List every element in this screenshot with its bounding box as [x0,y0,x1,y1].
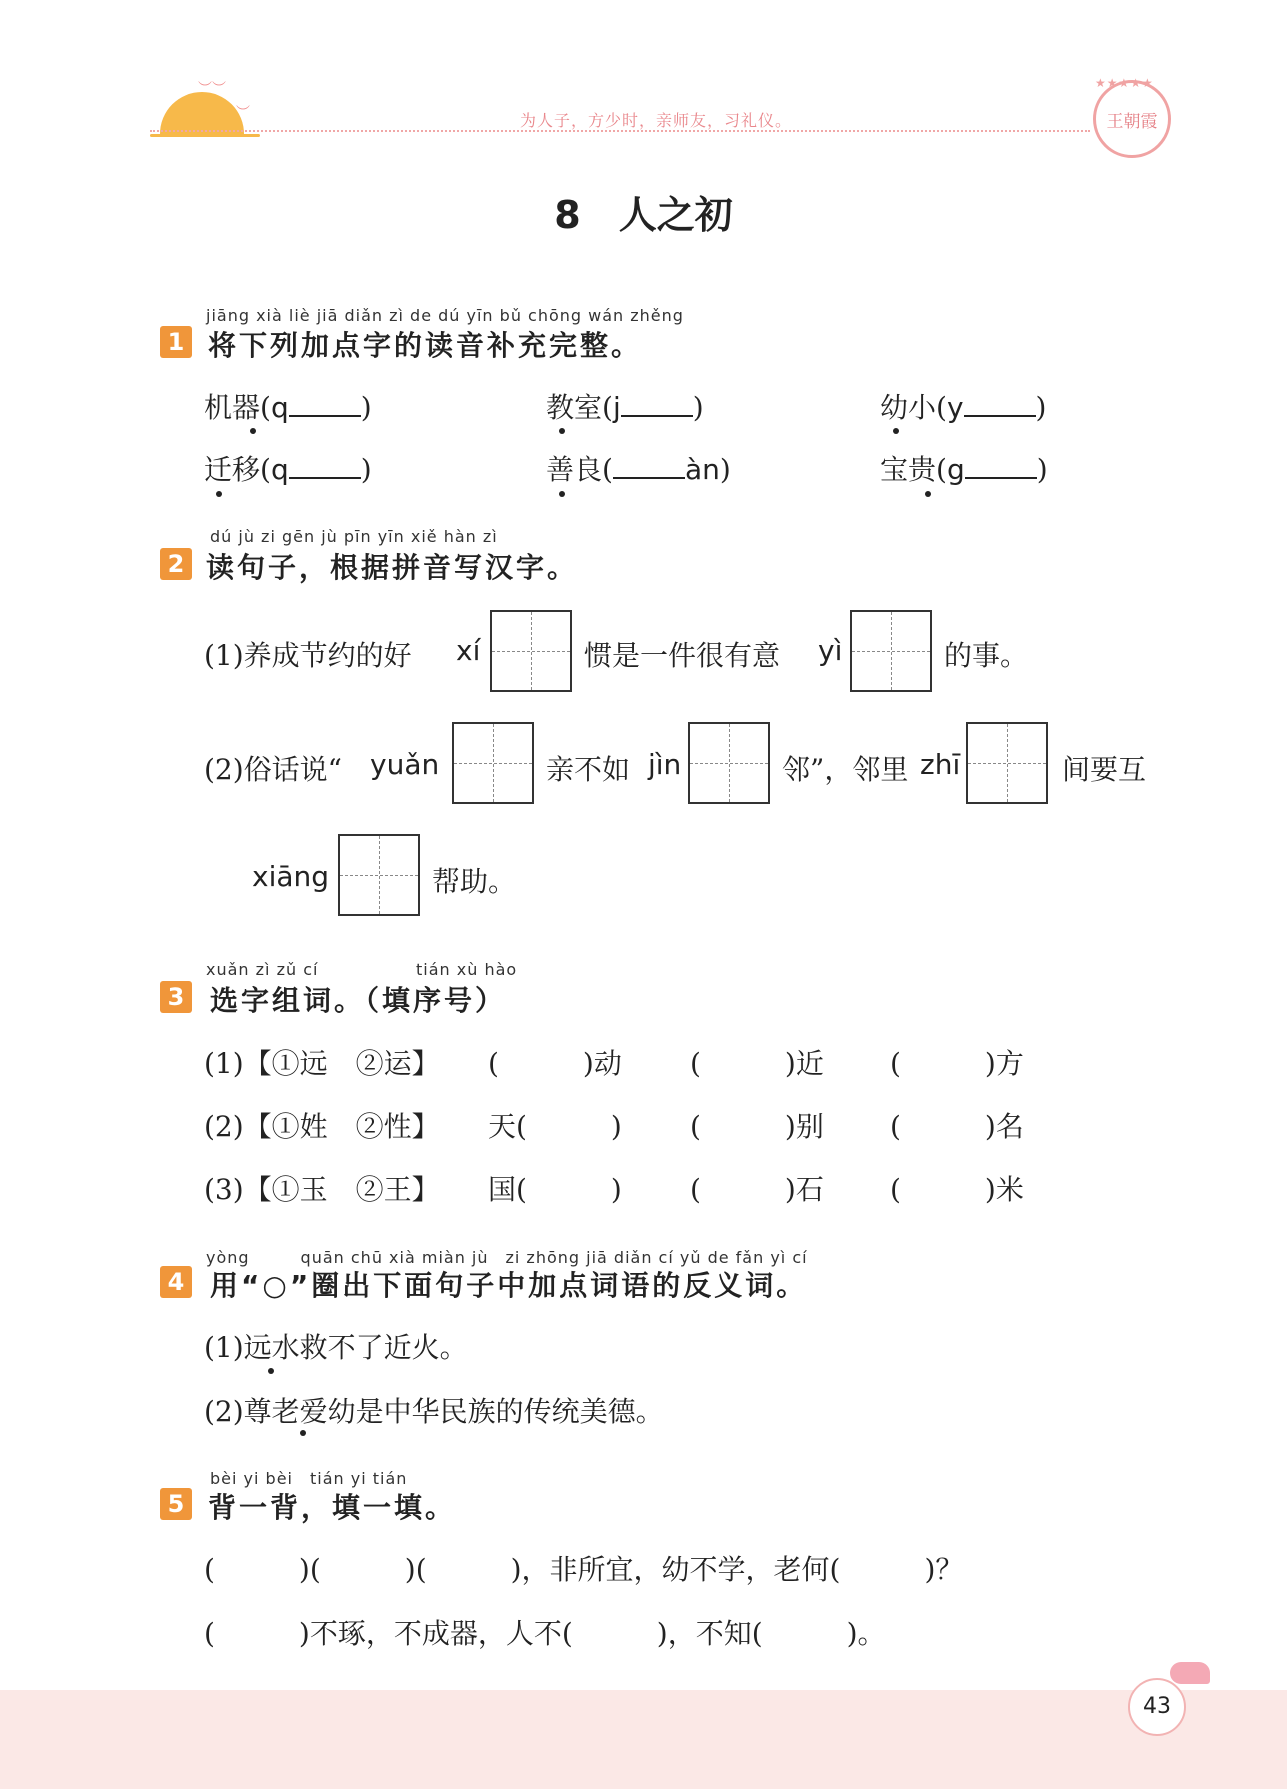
answer-blank[interactable] [964,411,1036,417]
emphasis-dot [250,428,256,434]
q3-pinyin: xuǎn zì zǔ cí [206,960,319,979]
emphasis-dot [559,428,565,434]
q2-s1-a: (1)养成节约的好 [204,639,412,672]
q3-row-label: (3)【①玉 ②王】 [204,1173,440,1206]
q2-s2-c: 邻”，邻里 [782,753,909,786]
q3-cell[interactable]: ( )名 [890,1110,1024,1143]
q1-item: 机器(q ) [204,391,372,424]
q1-instruction: 将下列加点字的读音补充完整。 [208,329,643,362]
q2-s1-pinyin2: yì [818,634,843,667]
q3-cell[interactable]: 天( ) [488,1110,622,1143]
pinyin-initial: g [946,453,965,486]
pinyin-initial: q [270,391,289,424]
emphasis-dot [268,1368,274,1374]
header-motto: 为人子，方少时，亲师友，习礼仪。 [520,111,793,130]
word: 迁移 [204,453,261,486]
tianzige-box[interactable] [850,610,932,692]
q2-badge: 2 [160,548,192,580]
answer-blank[interactable] [621,411,693,417]
q5-line-2[interactable]: ( )不琢，不成器，人不( )，不知( )。 [204,1617,886,1650]
pinyin-final: àn [684,453,720,486]
q1-item: 迁移(q ) [204,453,372,486]
q2-pinyin: dú jù zi gēn jù pīn yīn xiě hàn zì [210,527,498,546]
word: 宝贵 [880,453,937,486]
emphasis-dot [216,491,222,497]
sun-decoration [160,92,244,134]
tianzige-box[interactable] [452,722,534,804]
q3-instruction: 选字组词。（填序号） [210,984,507,1017]
q4-pinyin: yòng quān chū xià miàn jù zi zhōng jiā diǎn cí yǔ de fǎn yì cí [206,1248,808,1267]
tianzige-box[interactable] [966,722,1048,804]
page-number: 43 [1128,1678,1186,1736]
q3-cell[interactable]: ( )动 [488,1047,622,1080]
q1-badge: 1 [160,326,192,358]
q2-s2-a: (2)俗话说“ [204,753,342,786]
q2-s1-b: 惯是一件很有意 [584,639,781,672]
q4-instruction: 用“○”圈出下面句子中加点词语的反义词。 [210,1269,808,1302]
q1-pinyin: jiāng xià liè jiā diǎn zì de dú yīn bǔ chōng wán zhěng [206,306,684,325]
q3-badge: 3 [160,981,192,1013]
q2-s1-pinyin1: xí [456,634,481,667]
q2-s3-pinyin1: xiāng [252,860,330,893]
word: 幼小 [880,391,937,424]
q3-cell[interactable]: ( )方 [890,1047,1024,1080]
tianzige-box[interactable] [338,834,420,916]
q4-sentence-2: (2)尊老爱幼是中华民族的传统美德。 [204,1395,664,1428]
q1-item: 宝贵(g ) [880,453,1048,486]
answer-blank[interactable] [613,473,685,479]
answer-blank[interactable] [289,473,361,479]
q3-cell[interactable]: ( )近 [690,1047,824,1080]
q3-cell[interactable]: 国( ) [488,1173,622,1206]
q2-s3-a: 帮助。 [432,865,517,898]
word: 善良 [546,453,603,486]
q4-badge: 4 [160,1266,192,1298]
q3-pinyin: tián xù hào [416,960,518,979]
q2-instruction: 读句子，根据拼音写汉字。 [206,551,579,584]
q5-line-1[interactable]: ( )( )( )，非所宜，幼不学，老何( )？ [204,1553,964,1586]
answer-blank[interactable] [289,411,361,417]
q2-s2-pinyin2: jìn [648,748,682,781]
q2-s2-pinyin1: yuǎn [370,748,440,781]
horizon-line [150,134,260,137]
q1-item: 幼小(y ) [880,391,1047,424]
seal-text: 王朝霞 [1106,111,1158,132]
q5-pinyin: bèi yi bèi tián yi tián [210,1469,408,1488]
bird-icon: ︶︶ [198,81,226,97]
emphasis-dot [893,428,899,434]
word: 机器 [204,391,261,424]
stars-icon: ★★★★★ [1095,76,1154,90]
q2-s2-d: 间要互 [1062,753,1147,786]
bird-icon: ︶ [236,105,250,121]
pinyin-initial: q [270,453,289,486]
q2-s2-pinyin3: zhī [920,748,961,781]
pinyin-initial: j [612,391,621,424]
seal-stamp [1093,80,1171,158]
q1-item: 教室(j ) [546,391,704,424]
q3-cell[interactable]: ( )别 [690,1110,824,1143]
q2-s2-b: 亲不如 [546,753,631,786]
tianzige-box[interactable] [490,610,572,692]
emphasis-dot [925,491,931,497]
q5-instruction: 背一背，填一填。 [208,1491,457,1524]
pinyin-initial: y [946,391,964,424]
answer-blank[interactable] [965,473,1037,479]
emphasis-dot [559,491,565,497]
q3-cell[interactable]: ( )米 [890,1173,1024,1206]
q3-cell[interactable]: ( )石 [690,1173,824,1206]
q2-s1-c: 的事。 [944,639,1029,672]
dolphin-icon [1170,1662,1210,1684]
q3-row-label: (1)【①远 ②运】 [204,1047,440,1080]
lesson-title: 人之初 [618,193,733,237]
lesson-number: 8 [554,193,581,237]
q1-item: 善良( àn) [546,453,731,486]
q4-sentence-1: (1)远水救不了近火。 [204,1331,468,1364]
page-title [0,184,1287,239]
q5-badge: 5 [160,1488,192,1520]
footer-band [0,1690,1287,1789]
emphasis-dot [300,1430,306,1436]
q3-row-label: (2)【①姓 ②性】 [204,1110,440,1143]
word: 教室 [546,391,603,424]
tianzige-box[interactable] [688,722,770,804]
